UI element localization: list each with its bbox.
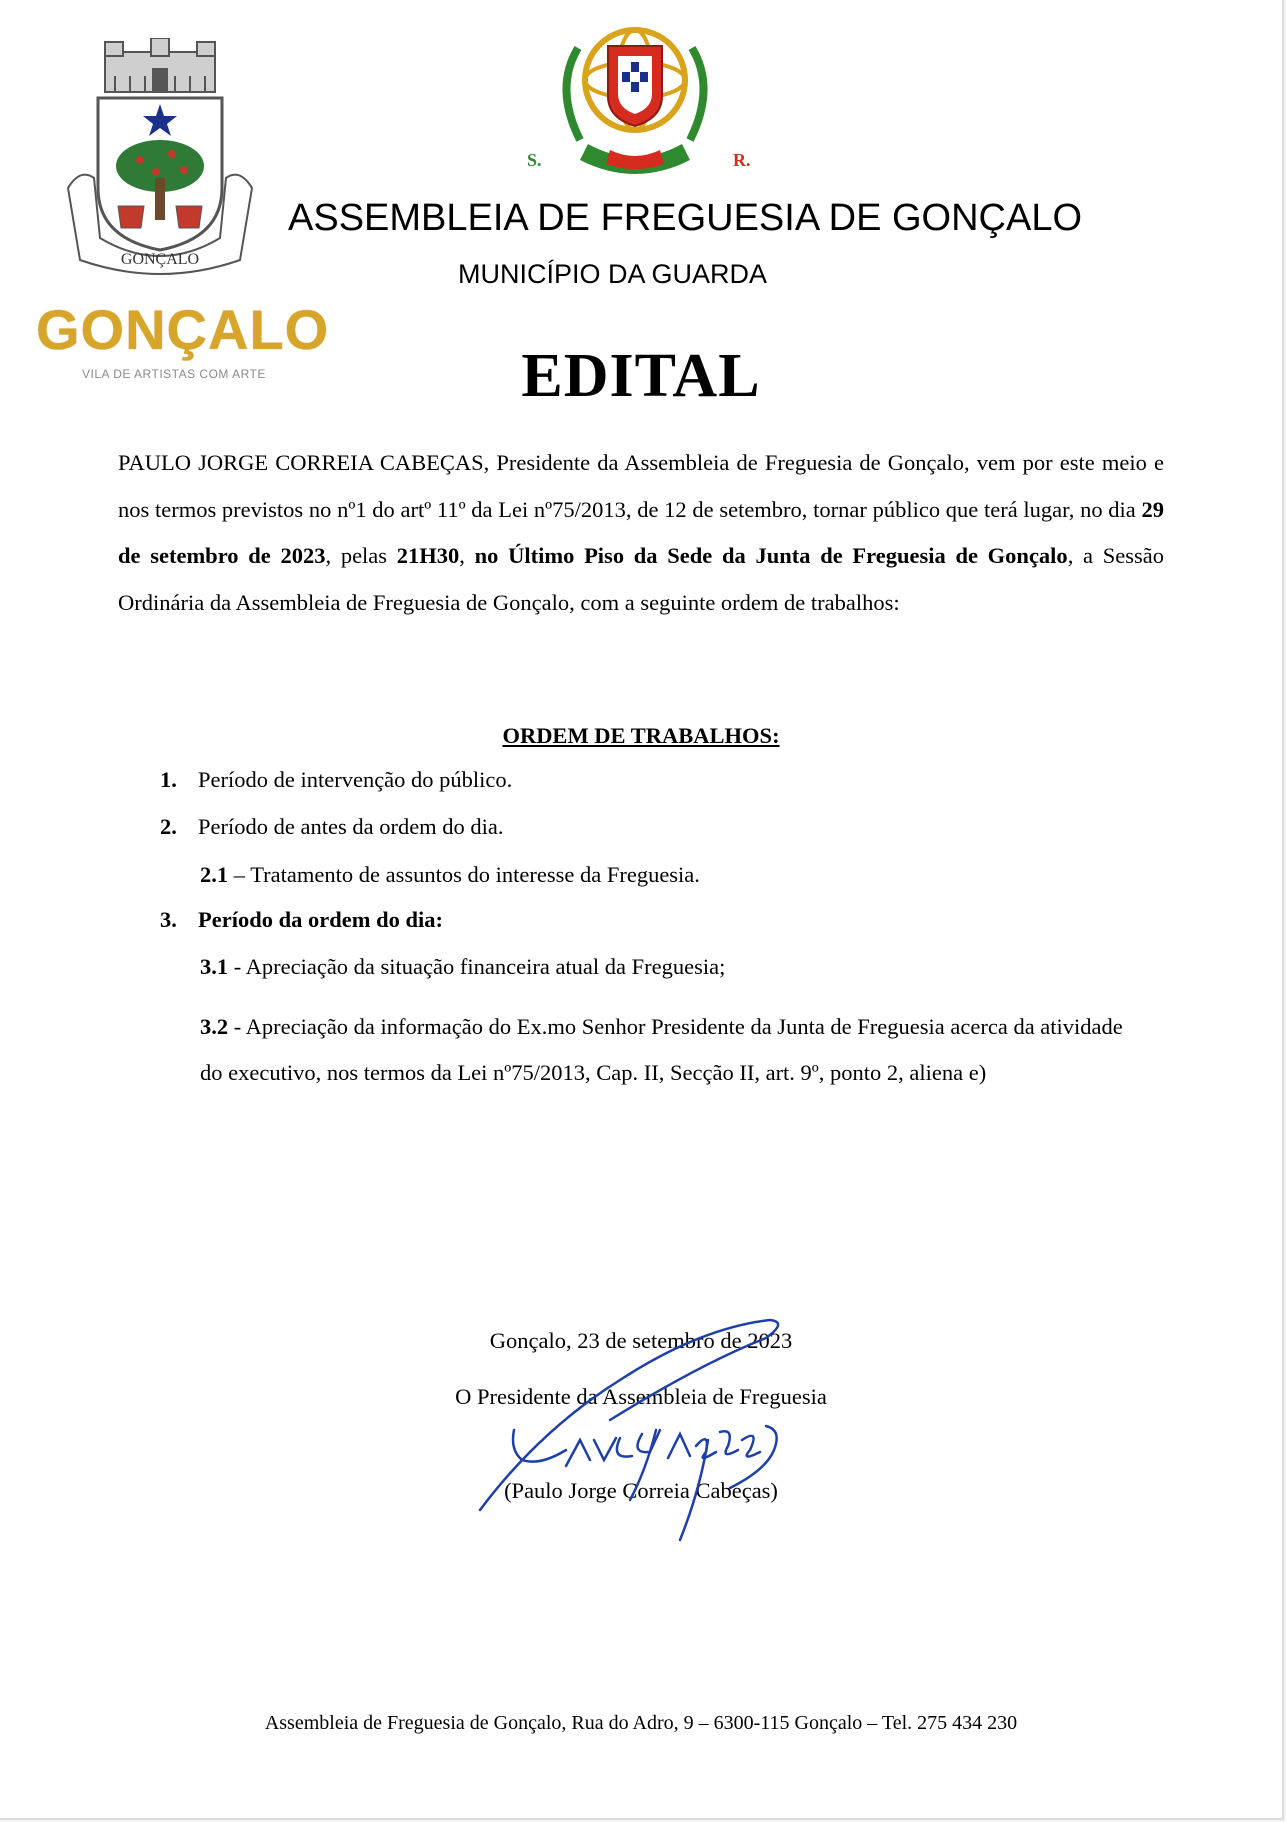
signer-name: (Paulo Jorge Correia Cabeças) — [504, 1478, 778, 1503]
meeting-place: no Último Piso da Sede da Junta de Freguesia de Gonçalo — [474, 543, 1068, 568]
agenda-subitem-3-2 — [200, 1004, 1150, 1096]
intro-text-1: PAULO JORGE CORREIA CABEÇAS, Presidente da Assembleia de Freguesia de Gonçalo, vem por este meio e nos termos previstos no nº1 do artº 11º da Lei nº75/2013, de 12 de setembro, tornar público que terá lugar, no dia — [118, 450, 1164, 522]
agenda-item-text: Período de intervenção do público. — [198, 767, 513, 792]
agenda-title: ORDEM DE TRABALHOS: — [502, 723, 780, 748]
brand-wordmark: GONÇALO — [36, 298, 330, 361]
agenda-subitem-number: 3.1 — [200, 954, 229, 979]
parish-coat-of-arms-icon — [60, 38, 260, 278]
meeting-date: 29 de setembro de 2023 — [118, 496, 1164, 568]
agenda-item-2 — [160, 812, 504, 842]
national-coat-of-arms-icon — [540, 18, 730, 178]
agenda-subitem-2-1 — [200, 860, 700, 890]
agenda-subitem-text: – Tratamento de assuntos do interesse da Freguesia. — [228, 862, 700, 887]
meeting-time: 21H30 — [396, 543, 460, 568]
agenda-item-number: 2. — [160, 814, 177, 839]
agenda-subitem-number: 3.2 — [200, 1014, 229, 1039]
agenda-item-1 — [160, 765, 512, 795]
brand-tagline: VILA DE ARTISTAS COM ARTE — [82, 367, 266, 381]
intro-text-2: , pelas — [325, 543, 397, 568]
municipality-subtitle: MUNICÍPIO DA GUARDA — [458, 259, 768, 289]
agenda-subitem-text: - Apreciação da situação financeira atual da Freguesia; — [228, 954, 726, 979]
document-heading: EDITAL — [521, 342, 761, 410]
agenda-item-number: 3. — [160, 907, 177, 932]
footer-address: Assembleia de Freguesia de Gonçalo, Rua do Adro, 9 – 6300-115 Gonçalo – Tel. 275 434 230 — [264, 1712, 1018, 1734]
signer-role: O Presidente da Assembleia de Freguesia — [455, 1384, 827, 1409]
svg-text:GONÇALO: GONÇALO — [120, 251, 200, 268]
svg-text:Pavel Acecas: Pavel Acecas — [470, 1300, 476, 1301]
agenda-item-number: 1. — [160, 767, 177, 792]
agenda-item-text: Período de antes da ordem do dia. — [198, 814, 504, 839]
sr-left-mark: S. — [527, 150, 542, 170]
sr-right-mark: R. — [733, 150, 751, 170]
place-and-date: Gonçalo, 23 de setembro de 2023 — [489, 1328, 793, 1353]
handwritten-signature — [470, 1300, 800, 1560]
agenda-subitem-text: - Apreciação da informação do Ex.mo Senhor Presidente da Junta de Freguesia acerca da atividade do executivo, nos termos da Lei nº75/2013, Cap. II, Secção II, art. 9º, ponto 2, aliena e) — [200, 1014, 1123, 1085]
assembly-title: ASSEMBLEIA DE FREGUESIA DE GONÇALO — [288, 197, 1083, 239]
agenda-subitem-3-1 — [200, 952, 725, 982]
intro-paragraph — [118, 440, 1164, 626]
agenda-item-3 — [160, 905, 443, 935]
intro-text-3: , — [459, 543, 475, 568]
agenda-subitem-number: 2.1 — [200, 862, 229, 887]
intro-text-4: , a Sessão Ordinária da Assembleia de Freguesia de Gonçalo, com a seguinte ordem de trabalhos: — [118, 543, 1164, 615]
agenda-item-text: Período da ordem do dia: — [198, 907, 443, 932]
